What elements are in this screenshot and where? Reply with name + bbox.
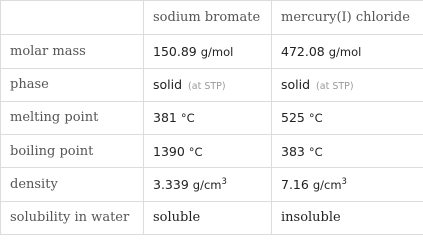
phase-note: (at STP): [316, 81, 354, 93]
unit-base: g/cm: [192, 178, 222, 193]
phase-sodium-bromate: [144, 68, 272, 101]
row-label-boiling-point: boiling point: [1, 135, 144, 168]
header-sodium-bromate: sodium bromate: [144, 1, 272, 35]
row-label-density: density: [1, 168, 144, 201]
table-header-row: [1, 1, 423, 35]
value-number: 525: [281, 110, 305, 126]
solubility-mercury-chloride: insoluble: [272, 201, 423, 234]
unit-base: g/cm: [312, 178, 342, 193]
value-number: 1390: [153, 143, 185, 159]
header-corner-cell: [1, 1, 144, 35]
value-number: 3.339: [153, 177, 189, 193]
phase-mercury-chloride: [272, 68, 423, 101]
table-row-density: [1, 168, 423, 201]
value-number: 7.16: [281, 177, 309, 193]
value-unit: °C: [188, 144, 203, 159]
solubility-sodium-bromate: soluble: [144, 201, 272, 234]
value-unit: °C: [308, 144, 323, 159]
table-row-molar-mass: [1, 35, 423, 68]
phase-value: solid: [281, 77, 311, 93]
melting-point-mercury-chloride: [272, 101, 423, 134]
header-mercury-chloride: mercury(I) chloride: [272, 1, 423, 35]
phase-note: (at STP): [188, 81, 226, 93]
molar-mass-mercury-chloride: [272, 35, 423, 68]
value-unit: g/mol: [200, 44, 234, 59]
molar-mass-sodium-bromate: [144, 35, 272, 68]
phase-value: solid: [153, 77, 183, 93]
value-unit: [193, 178, 227, 192]
value-unit: °C: [308, 111, 323, 126]
boiling-point-mercury-chloride: [272, 135, 423, 168]
melting-point-sodium-bromate: [144, 101, 272, 134]
value-number: 383: [281, 143, 305, 159]
table-row-phase: [1, 68, 423, 101]
value-unit: [313, 178, 347, 192]
density-sodium-bromate: [144, 168, 272, 201]
table-row-boiling-point: [1, 135, 423, 168]
row-label-melting-point: melting point: [1, 101, 144, 134]
unit-exponent: 3: [221, 177, 227, 188]
row-label-molar-mass: molar mass: [1, 35, 144, 68]
value-number: 381: [153, 110, 177, 126]
table-row-melting-point: [1, 101, 423, 134]
value-unit: °C: [180, 111, 195, 126]
value-number: 472.08: [281, 43, 325, 59]
boiling-point-sodium-bromate: [144, 135, 272, 168]
table-row-solubility: [1, 201, 423, 234]
unit-exponent: 3: [341, 177, 347, 188]
row-label-phase: phase: [1, 68, 144, 101]
density-mercury-chloride: [272, 168, 423, 201]
value-number: 150.89: [153, 43, 197, 59]
value-unit: g/mol: [328, 44, 362, 59]
row-label-solubility: solubility in water: [1, 201, 144, 234]
